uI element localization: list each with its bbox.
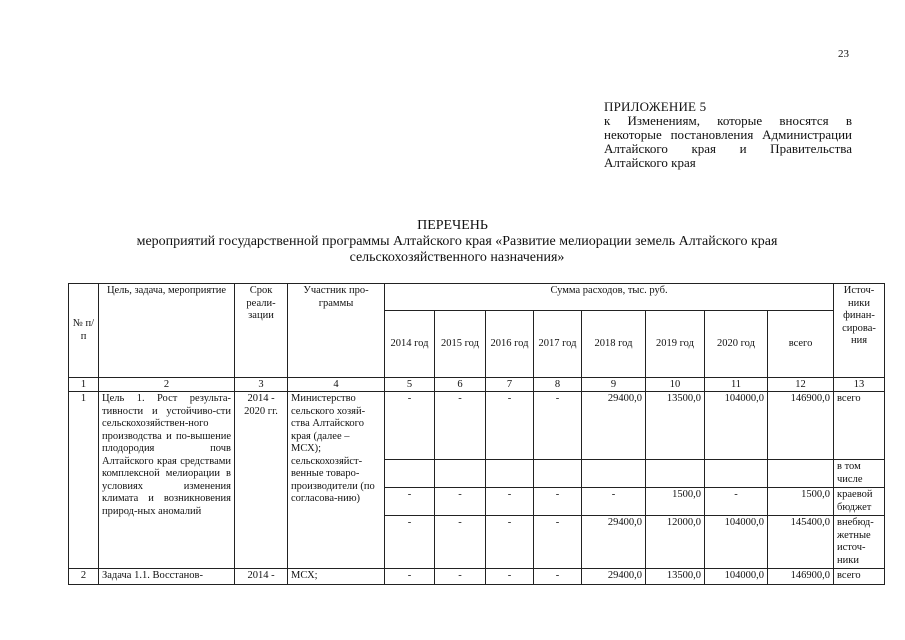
activities-table	[68, 283, 885, 585]
header-year: 2015 год	[435, 311, 486, 378]
value-cell: 145400,0	[768, 516, 834, 569]
value-cell: 29400,0	[582, 569, 646, 585]
value-cell: -	[385, 488, 435, 516]
header-term: Срок реали-зации	[235, 284, 288, 378]
column-number: 8	[534, 378, 582, 392]
document-title: ПЕРЕЧЕНЬ	[417, 218, 488, 233]
header-year: 2018 год	[582, 311, 646, 378]
row-num: 1	[69, 392, 99, 569]
value-cell: -	[534, 488, 582, 516]
value-cell: 146900,0	[768, 569, 834, 585]
document-subtitle: мероприятий государственной программы Алтайского края «Развитие мелиорации земель Алтайского края сельскохозяйственного назначения»	[136, 234, 778, 265]
value-cell: -	[385, 569, 435, 585]
page-number: 23	[838, 48, 849, 60]
header-year: 2014 год	[385, 311, 435, 378]
value-cell: 29400,0	[582, 516, 646, 569]
row-num: 2	[69, 569, 99, 585]
header-year: 2019 год	[646, 311, 705, 378]
row-goal: Задача 1.1. Восстанов-	[99, 569, 235, 585]
row-participant: МСХ;	[288, 569, 385, 585]
value-cell	[768, 460, 834, 488]
header-goal: Цель, задача, мероприятие	[99, 284, 235, 378]
value-cell	[646, 460, 705, 488]
value-cell: -	[385, 516, 435, 569]
appendix-header	[604, 100, 852, 170]
value-cell: -	[435, 569, 486, 585]
column-number: 5	[385, 378, 435, 392]
value-cell: -	[435, 392, 486, 460]
value-cell: -	[486, 569, 534, 585]
source-cell: всего	[834, 569, 885, 585]
value-cell: 13500,0	[646, 392, 705, 460]
header-num: № п/п	[69, 284, 99, 378]
column-number: 1	[69, 378, 99, 392]
header-year: 2017 год	[534, 311, 582, 378]
value-cell: 104000,0	[705, 569, 768, 585]
column-number: 9	[582, 378, 646, 392]
value-cell: -	[486, 488, 534, 516]
row-term: 2014 -	[235, 569, 288, 585]
value-cell: -	[385, 392, 435, 460]
value-cell: 12000,0	[646, 516, 705, 569]
value-cell: 104000,0	[705, 392, 768, 460]
row-goal: Цель 1. Рост результа-тивности и устойчиво-сти сельскохозяйствен-ного производства и по-вышение плодородия почв Алтайского края средствами комплексной мелиорации в условиях изменения климата и возникновения природ-ных аномалий	[99, 392, 235, 569]
column-number: 10	[646, 378, 705, 392]
column-number: 3	[235, 378, 288, 392]
column-number: 7	[486, 378, 534, 392]
value-cell: -	[435, 516, 486, 569]
value-cell: 146900,0	[768, 392, 834, 460]
value-cell: -	[486, 516, 534, 569]
column-number: 6	[435, 378, 486, 392]
source-cell: внебюд-жетные источ-ники	[834, 516, 885, 569]
appendix-text: к Изменениям, которые вносятся в некоторые постановления Администрации Алтайского края и Правительства Алтайского края	[604, 113, 852, 170]
value-cell: 104000,0	[705, 516, 768, 569]
column-number: 11	[705, 378, 768, 392]
value-cell: -	[486, 392, 534, 460]
column-numbers-row	[69, 378, 885, 392]
value-cell: -	[705, 488, 768, 516]
value-cell: -	[534, 569, 582, 585]
appendix-title: ПРИЛОЖЕНИЕ 5	[604, 99, 707, 114]
value-cell: 13500,0	[646, 569, 705, 585]
value-cell: 29400,0	[582, 392, 646, 460]
value-cell	[705, 460, 768, 488]
value-cell	[534, 460, 582, 488]
value-cell	[486, 460, 534, 488]
value-cell: -	[435, 488, 486, 516]
column-number: 12	[768, 378, 834, 392]
value-cell: 1500,0	[646, 488, 705, 516]
header-participant: Участник про-граммы	[288, 284, 385, 378]
column-number: 13	[834, 378, 885, 392]
row-participant: Министерство сельского хозяй-ства Алтайского края (далее – МСХ); сельскохозяйст-венные товаро-производители (по согласова-нию)	[288, 392, 385, 569]
table-row	[69, 392, 885, 460]
value-cell: 1500,0	[768, 488, 834, 516]
value-cell: -	[534, 516, 582, 569]
value-cell: -	[582, 488, 646, 516]
value-cell	[582, 460, 646, 488]
header-year: 2016 год	[486, 311, 534, 378]
source-cell: всего	[834, 392, 885, 460]
row-term: 2014 - 2020 гг.	[235, 392, 288, 569]
value-cell: -	[534, 392, 582, 460]
header-row	[69, 284, 885, 311]
table-row	[69, 569, 885, 585]
header-total: всего	[768, 311, 834, 378]
value-cell	[385, 460, 435, 488]
source-cell: в том числе	[834, 460, 885, 488]
header-sum: Сумма расходов, тыс. руб.	[385, 284, 834, 311]
header-source: Источ-ники финан-сирова-ния	[834, 284, 885, 378]
column-number: 4	[288, 378, 385, 392]
source-cell: краевой бюджет	[834, 488, 885, 516]
column-number: 2	[99, 378, 235, 392]
header-year: 2020 год	[705, 311, 768, 378]
value-cell	[435, 460, 486, 488]
